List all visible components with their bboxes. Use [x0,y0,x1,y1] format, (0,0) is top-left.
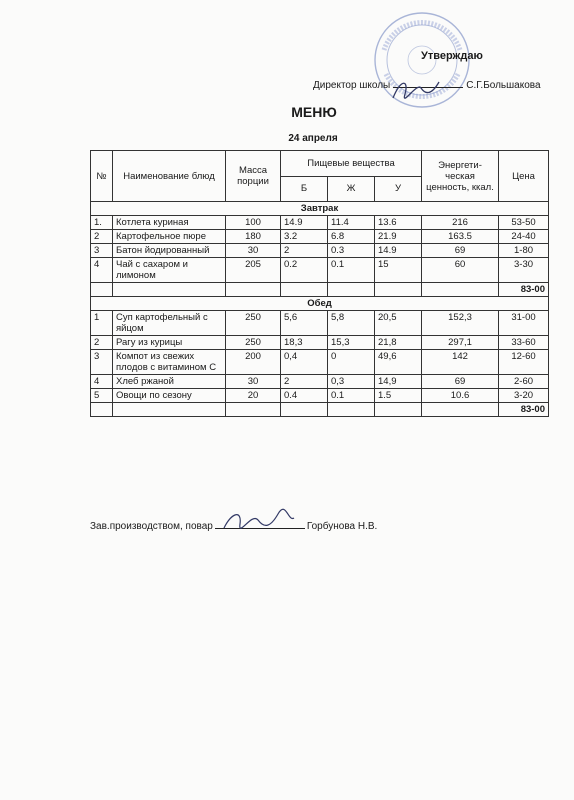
table-row [91,389,549,403]
protein-cell: 0.2 [281,258,328,283]
price-cell: 24-40 [499,230,549,244]
portion-mass-cell: 180 [226,230,281,244]
col-price-header: Цена [499,151,549,202]
dish-name-cell: Суп картофельный с яйцом [113,311,226,336]
menu-table [90,150,549,417]
dish-name-cell: Компот из свежих плодов с витамином С [113,350,226,375]
footer-name: Горбунова Н.В. [306,521,378,532]
fat-cell: 6.8 [328,230,375,244]
section-total: 83-00 [499,283,549,297]
dish-name-cell: Картофельное пюре [113,230,226,244]
empty-cell [375,403,422,417]
table-row [91,350,549,375]
empty-cell [422,403,499,417]
empty-cell [328,283,375,297]
empty-cell [375,283,422,297]
price-cell: 33-60 [499,336,549,350]
empty-cell [422,283,499,297]
col-number-header: № [91,151,113,202]
empty-cell [328,403,375,417]
fat-cell: 0 [328,350,375,375]
carbs-cell: 13.6 [375,216,422,230]
section-total-row [91,403,549,417]
row-number-cell: 1 [91,311,113,336]
protein-cell: 0,4 [281,350,328,375]
carbs-cell: 21,8 [375,336,422,350]
empty-cell [281,403,328,417]
section-total: 83-00 [499,403,549,417]
portion-mass-cell: 30 [226,375,281,389]
empty-cell [226,283,281,297]
section-title: Завтрак [91,202,549,216]
energy-cell: 163.5 [422,230,499,244]
fat-cell: 5,8 [328,311,375,336]
row-number-cell: 2 [91,336,113,350]
approval-heading: Утверждаю [421,50,483,62]
fat-cell: 0,3 [328,375,375,389]
section-title: Обед [91,297,549,311]
portion-mass-cell: 30 [226,244,281,258]
table-row [91,230,549,244]
section-header-row [91,202,549,216]
table-row [91,336,549,350]
col-mass-header: Масса порции [226,151,281,202]
price-cell: 53-50 [499,216,549,230]
table-row [91,244,549,258]
section-total-row [91,283,549,297]
col-name-header: Наименование блюд [113,151,226,202]
protein-cell: 14.9 [281,216,328,230]
portion-mass-cell: 250 [226,311,281,336]
price-cell: 1-80 [499,244,549,258]
energy-cell: 69 [422,244,499,258]
cook-signature [218,508,298,536]
protein-cell: 5,6 [281,311,328,336]
row-number-cell: 3 [91,350,113,375]
energy-cell: 152,3 [422,311,499,336]
row-number-cell: 4 [91,375,113,389]
carbs-cell: 14,9 [375,375,422,389]
energy-cell: 297,1 [422,336,499,350]
fat-cell: 0.3 [328,244,375,258]
row-number-cell: 4 [91,258,113,283]
price-cell: 3-20 [499,389,549,403]
row-number-cell: 3 [91,244,113,258]
portion-mass-cell: 100 [226,216,281,230]
protein-cell: 18,3 [281,336,328,350]
protein-cell: 2 [281,244,328,258]
portion-mass-cell: 250 [226,336,281,350]
carbs-cell: 20,5 [375,311,422,336]
table-row [91,258,549,283]
col-nutrients-header: Пищевые вещества [281,151,422,177]
energy-cell: 10.6 [422,389,499,403]
price-cell: 2-60 [499,375,549,389]
carbs-cell: 14.9 [375,244,422,258]
col-protein-header: Б [281,176,328,202]
energy-cell: 216 [422,216,499,230]
empty-cell [281,283,328,297]
fat-cell: 15,3 [328,336,375,350]
col-carbs-header: У [375,176,422,202]
menu-date: 24 апреля [288,133,338,144]
carbs-cell: 15 [375,258,422,283]
row-number-cell: 2 [91,230,113,244]
portion-mass-cell: 20 [226,389,281,403]
dish-name-cell: Овощи по сезону [113,389,226,403]
section-header-row [91,297,549,311]
carbs-cell: 21.9 [375,230,422,244]
table-row [91,375,549,389]
fat-cell: 0.1 [328,258,375,283]
carbs-cell: 49,6 [375,350,422,375]
price-cell: 31-00 [499,311,549,336]
energy-cell: 142 [422,350,499,375]
dish-name-cell: Котлета куриная [113,216,226,230]
empty-cell [91,283,113,297]
director-signature [387,74,447,104]
protein-cell: 0.4 [281,389,328,403]
protein-cell: 3.2 [281,230,328,244]
price-cell: 12-60 [499,350,549,375]
empty-cell [226,403,281,417]
dish-name-cell: Хлеб ржаной [113,375,226,389]
page-title: МЕНЮ [291,104,337,120]
table-row [91,311,549,336]
dish-name-cell: Чай с сахаром и лимоном [113,258,226,283]
empty-cell [113,283,226,297]
dish-name-cell: Батон йодированный [113,244,226,258]
col-fat-header: Ж [328,176,375,202]
col-energy-header: Энергети-ческая ценность, ккал. [422,151,499,202]
dish-name-cell: Рагу из курицы [113,336,226,350]
portion-mass-cell: 205 [226,258,281,283]
row-number-cell: 1. [91,216,113,230]
director-label: Директор школы [313,80,391,91]
row-number-cell: 5 [91,389,113,403]
energy-cell: 69 [422,375,499,389]
price-cell: 3-30 [499,258,549,283]
carbs-cell: 1.5 [375,389,422,403]
fat-cell: 11.4 [328,216,375,230]
table-row [91,216,549,230]
portion-mass-cell: 200 [226,350,281,375]
protein-cell: 2 [281,375,328,389]
fat-cell: 0.1 [328,389,375,403]
energy-cell: 60 [422,258,499,283]
footer-label: Зав.производством, повар [90,521,213,532]
empty-cell [113,403,226,417]
empty-cell [91,403,113,417]
director-name: С.Г.Большакова [466,80,541,91]
